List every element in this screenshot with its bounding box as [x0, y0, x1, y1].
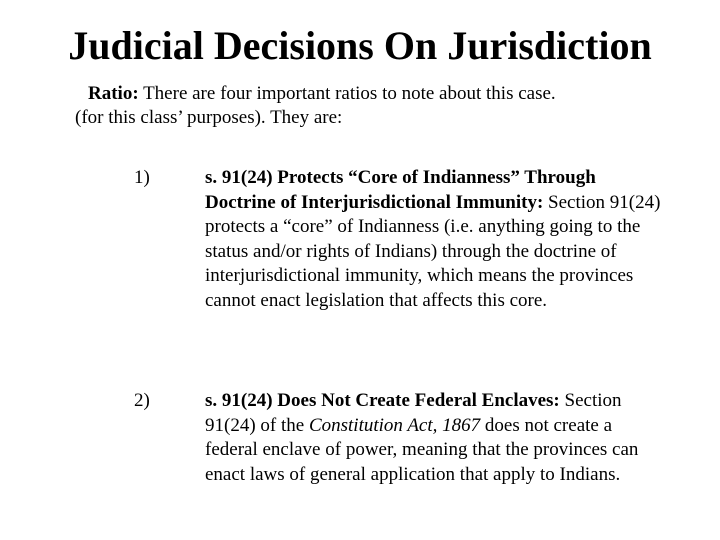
item-citation: Constitution Act, 1867 [308, 414, 481, 436]
ratio-label: Ratio: [88, 83, 139, 104]
intro-text: There are four important ratios to note about this case. [143, 83, 556, 104]
item-text: Section 91(24) protects a “core” of Indianness (i.e. anything going to the status and/or rights of Indians) through the doctrine of interjurisdictional immunity, which means the provinces cannot enact legislation that affects this core. [205, 191, 661, 311]
item-body [205, 166, 665, 313]
slide-title: Judicial Decisions On Jurisdiction [68, 23, 652, 68]
item-heading: s. 91(24) Does Not Create Federal Enclaves: [205, 390, 560, 411]
item-text-before: Section 91(24) of the [205, 390, 622, 436]
intro-text-line2: (for this class’ purposes). They are: [75, 107, 343, 128]
item-number: 2) [134, 390, 150, 411]
item-heading: s. 91(24) Protects “Core of Indianness” Through Doctrine of Interjurisdictional Immunity: [205, 167, 596, 213]
item-number: 1) [134, 167, 150, 188]
item-body [205, 389, 665, 487]
intro-paragraph [75, 82, 688, 130]
item-text-after: does not create a federal enclave of power, meaning that the provinces can enact laws of general application that apply to Indians. [205, 414, 639, 485]
